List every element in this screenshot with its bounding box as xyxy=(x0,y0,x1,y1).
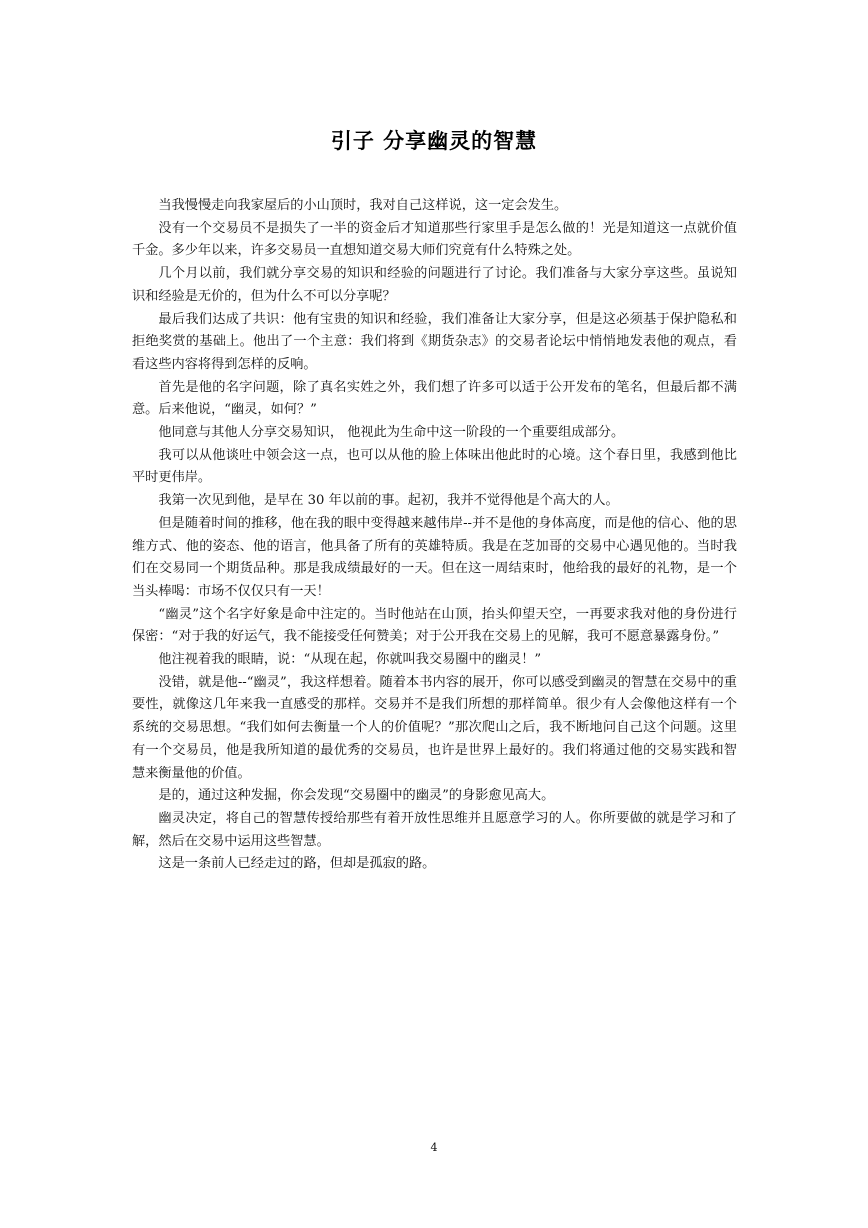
paragraph-8: 我第一次见到他，是早在 30 年以前的事。起初，我并不觉得他是个高大的人。 xyxy=(158,493,619,509)
page-title: 引子 分享幽灵的智慧 xyxy=(330,129,538,154)
paragraph-10: “幽灵”这个名字好象是命中注定的。当时他站在山顶，抬头仰望天空，一再要求我对他的身份进行保密：“对于我的好运气，我不能接受任何赞美；对于公开我在交易上的见解，我可不愿意暴露身份。” xyxy=(132,606,737,645)
document-body xyxy=(132,195,737,876)
paragraph-9: 但是随着时间的推移，他在我的眼中变得越来越伟岸--并不是他的身体高度，而是他的信心、他的思维方式、他的姿态、他的语言，他具备了所有的英雄特质。我是在芝加哥的交易中心遇见他的。当时我们在交易同一个期货品种。那是我成绩最好的一天。但在这一周结束时，他给我的最好的礼物，是一个当头棒喝：市场不仅仅只有一天！ xyxy=(132,515,737,599)
paragraph-14: 幽灵决定，将自己的智慧传授给那些有着开放性思维并且愿意学习的人。你所要做的就是学习和了解，然后在交易中运用这些智慧。 xyxy=(132,810,737,849)
paragraph-2: 没有一个交易员不是损失了一半的资金后才知道那些行家里手是怎么做的！光是知道这一点就价值千金。多少年以来，许多交易员一直想知道交易大师们究竟有什么特殊之处。 xyxy=(132,220,737,259)
paragraph-1: 当我慢慢走向我家屋后的小山顶时，我对自己这样说，这一定会发生。 xyxy=(158,198,568,213)
page-number: 4 xyxy=(430,1141,438,1154)
paragraph-6: 他同意与其他人分享交易知识， 他视此为生命中这一阶段的一个重要组成部分。 xyxy=(158,425,625,441)
paragraph-7: 我可以从他谈吐中领会这一点，也可以从他的脸上体味出他此时的心境。这个春日里，我感到他比平时更伟岸。 xyxy=(132,447,737,486)
paragraph-4: 最后我们达成了共识：他有宝贵的知识和经验，我们准备让大家分享，但是这必须基于保护隐私和拒绝奖赏的基础上。他出了一个主意：我们将到《期货杂志》的交易者论坛中悄悄地发表他的观点，看看这些内容将得到怎样的反响。 xyxy=(132,311,737,372)
paragraph-11: 他注视着我的眼睛，说：“从现在起，你就叫我交易圈中的幽灵！” xyxy=(158,652,542,668)
paragraph-5: 首先是他的名字问题，除了真名实姓之外，我们想了许多可以适于公开发布的笔名，但最后都不满意。后来他说，“幽灵，如何？” xyxy=(132,379,737,418)
paragraph-12: 没错，就是他--“幽灵”，我这样想着。随着本书内容的展开，你可以感受到幽灵的智慧在交易中的重要性，就像这几年来我一直感受的那样。交易并不是我们所想的那样简单。很少有人会像他这样有一个系统的交易思想。“我们如何去衡量一个人的价值呢？”那次爬山之后，我不断地问自己这个问题。这里有一个交易员，他是我所知道的最优秀的交易员，也许是世界上最好的。我们将通过他的交易实践和智慧来衡量他的价值。 xyxy=(132,674,737,781)
paragraph-15: 这是一条前人已经走过的路，但却是孤寂的路。 xyxy=(158,856,436,872)
paragraph-13: 是的，通过这种发掘，你会发现“交易圈中的幽灵”的身影愈见高大。 xyxy=(158,788,555,804)
paragraph-3: 几个月以前，我们就分享交易的知识和经验的问题进行了讨论。我们准备与大家分享这些。虽说知识和经验是无价的，但为什么不可以分享呢？ xyxy=(132,266,737,304)
